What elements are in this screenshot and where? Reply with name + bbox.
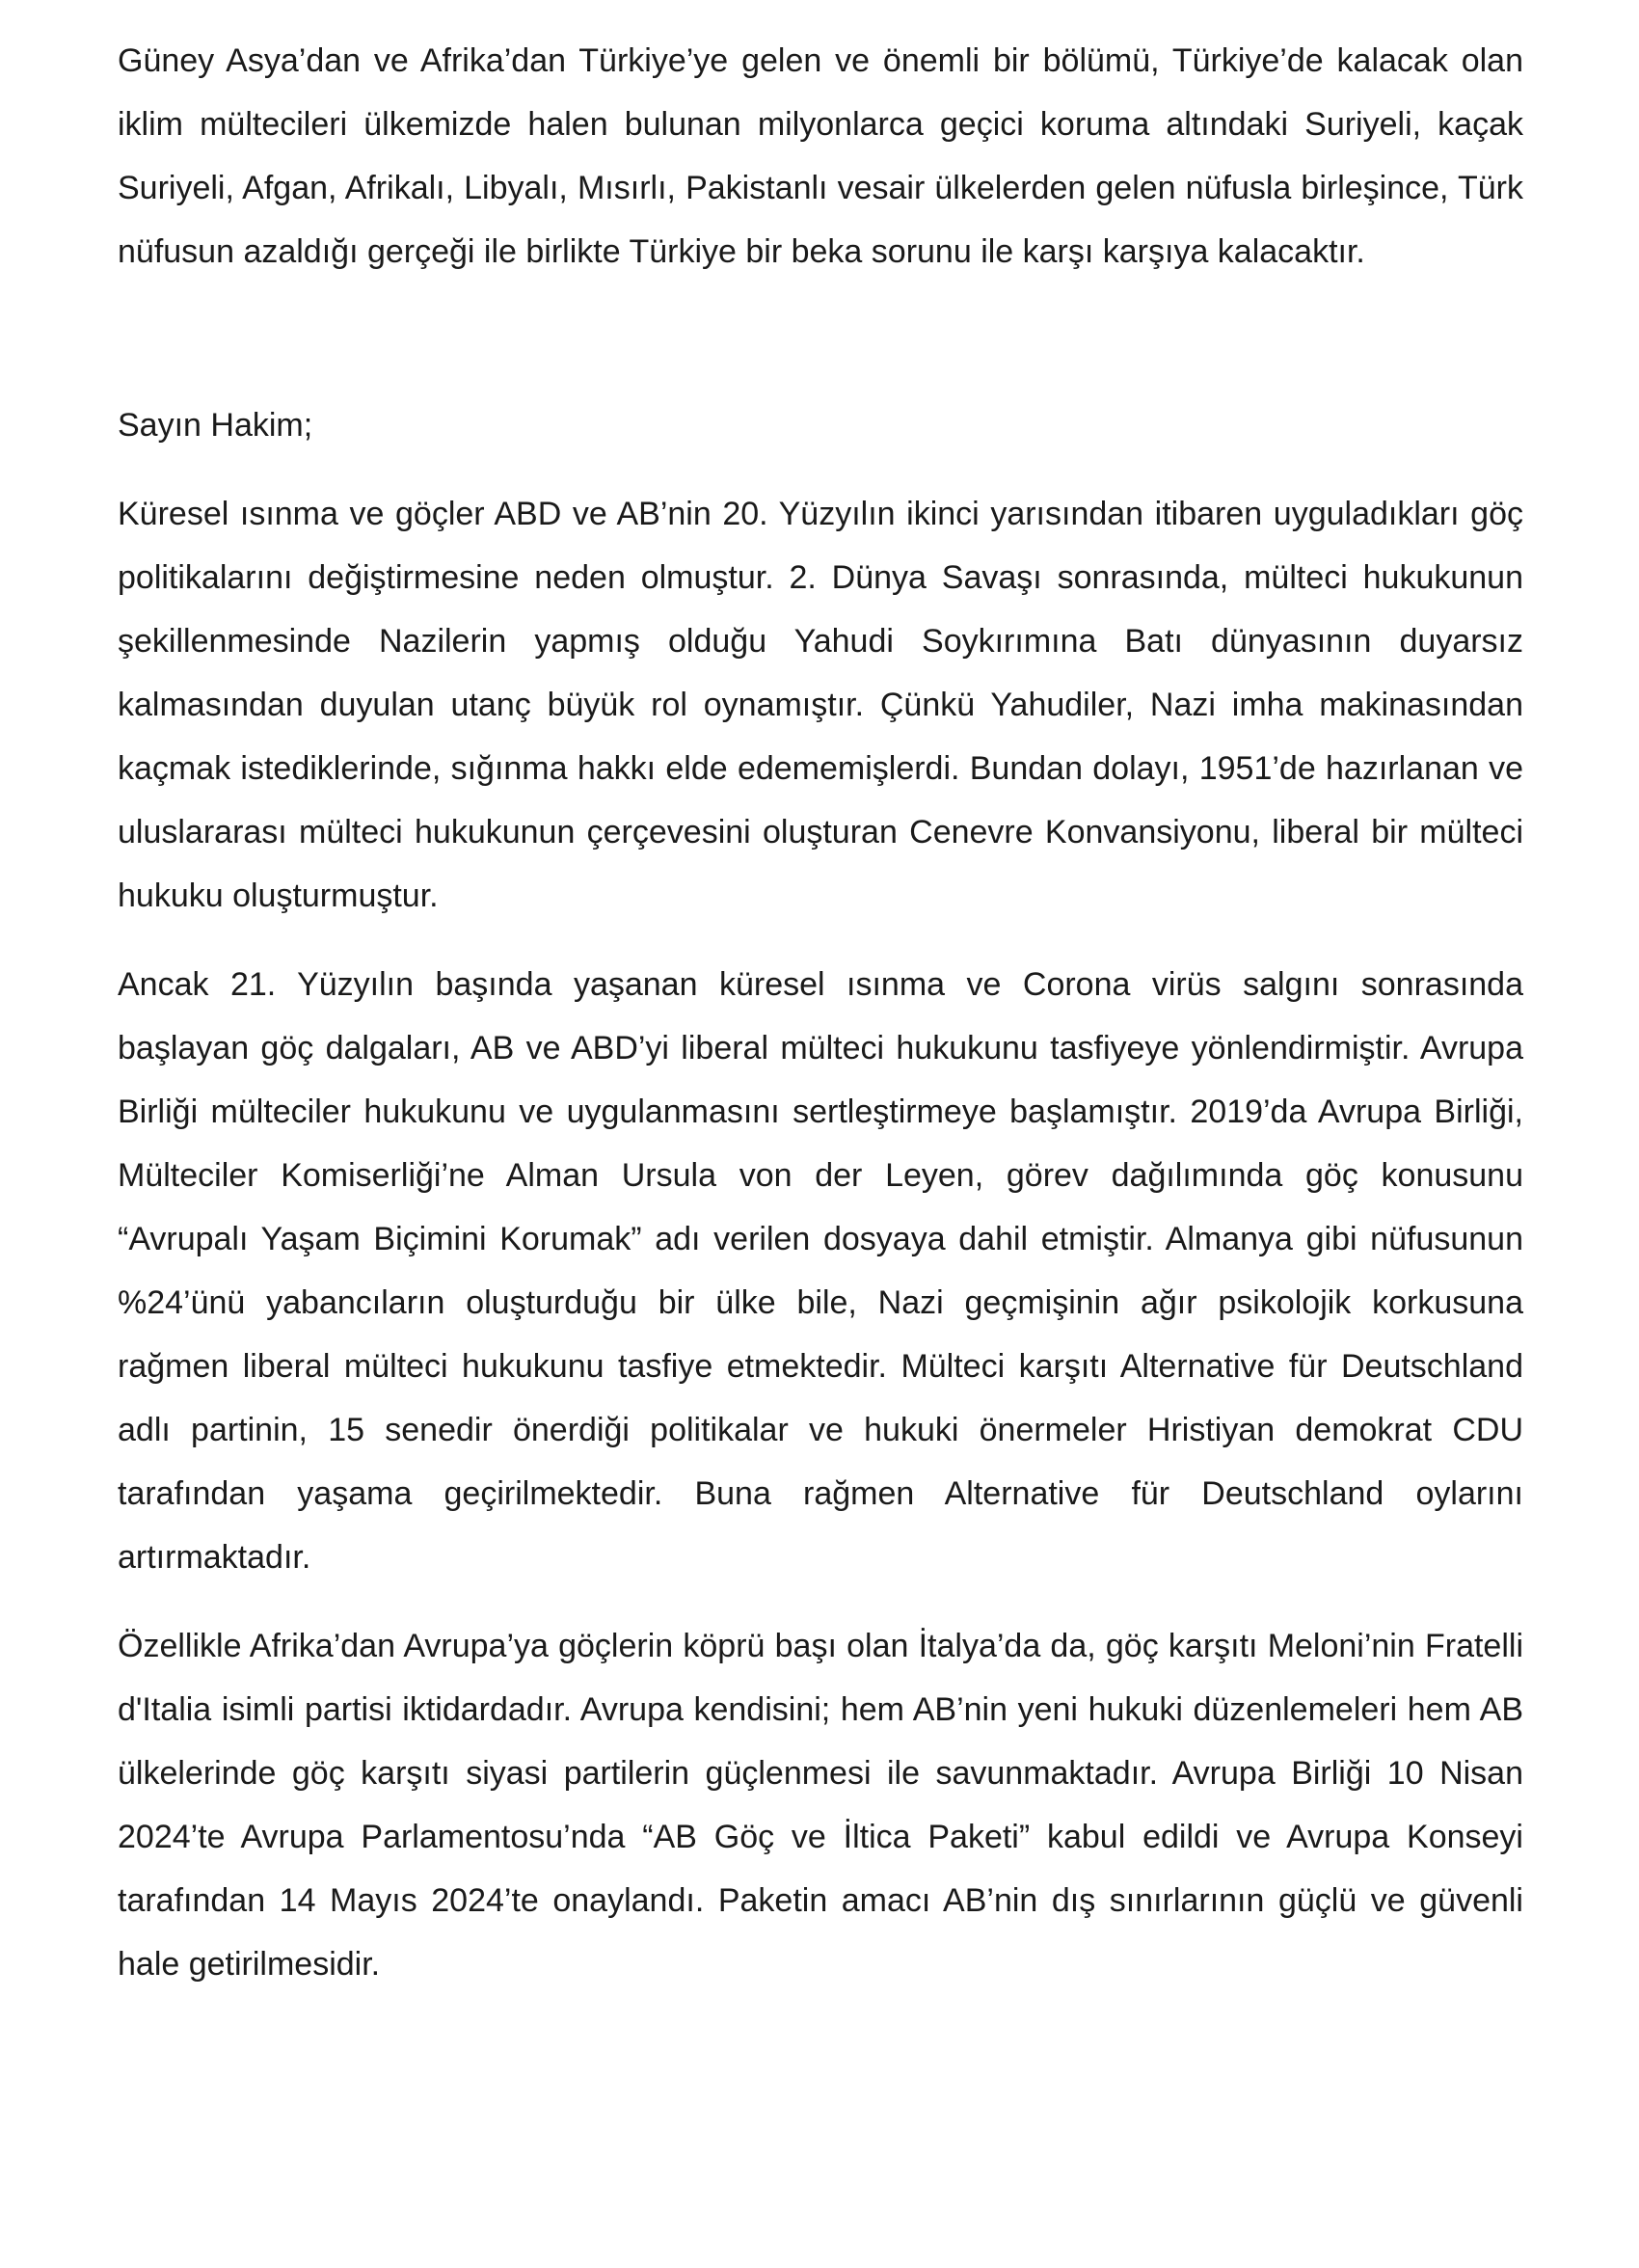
paragraph-migration-policies: Küresel ısınma ve göçler ABD ve AB’nin 20. Yüzyılın ikinci yarısından itibaren uyguladıkları göç politikalarını değiştirmesine neden olmuştur. 2. Dünya Savaşı sonrasında, mülteci hukukunun şekillenmesinde Nazilerin yapmış olduğu Yahudi Soykırımına Batı dünyasının duyarsız kalmasından duyulan utanç büyük rol oynamıştır. Çünkü Yahudiler, Nazi imha makinasından kaçmak istediklerinde, sığınma hakkı elde edememişlerdi. Bundan dolayı, 1951’de hazırlanan ve uluslararası mülteci hukukunun çerçevesini oluşturan Cenevre Konvansiyonu, liberal bir mülteci hukuku oluşturmuştur. <box>118 496 1523 914</box>
document-body <box>118 29 1523 1996</box>
paragraph-italy-migration-pact: Özellikle Afrika’dan Avrupa’ya göçlerin köprü başı olan İtalya’da da, göç karşıtı Meloni’nin Fratelli d'Italia isimli partisi iktidardadır. Avrupa kendisini; hem AB’nin yeni hukuki düzenlemeleri hem AB ülkelerinde göç karşıtı siyasi partilerin güçlenmesi ile savunmaktadır. Avrupa Birliği 10 Nisan 2024’te Avrupa Parlamentosu’nda “AB Göç ve İltica Paketi” kabul edildi ve Avrupa Konseyi tarafından 14 Mayıs 2024’te onaylandı. Paketin amacı AB’nin dış sınırlarının güçlü ve güvenli hale getirilmesidir. <box>118 1628 1523 1983</box>
paragraph-eu-refugee-law: Ancak 21. Yüzyılın başında yaşanan küresel ısınma ve Corona virüs salgını sonrasında başlayan göç dalgaları, AB ve ABD’yi liberal mülteci hukukunu tasfiyeye yönlendirmiştir. Avrupa Birliği mülteciler hukukunu ve uygulanmasını sertleştirmeye başlamıştır. 2019’da Avrupa Birliği, Mülteciler Komiserliği’ne Alman Ursula von der Leyen, görev dağılımında göç konusunu “Avrupalı Yaşam Biçimini Korumak” adı verilen dosyaya dahil etmiştir. Almanya gibi nüfusunun %24’ünü yabancıların oluşturduğu bir ülke bile, Nazi geçmişinin ağır psikolojik korkusuna rağmen liberal mülteci hukukunu tasfiye etmektedir. Mülteci karşıtı Alternative für Deutschland adlı partinin, 15 senedir önerdiği politikalar ve hukuki önermeler Hristiyan demokrat CDU tarafından yaşama geçirilmektedir. Buna rağmen Alternative für Deutschland oylarını artırmaktadır. <box>118 966 1523 1576</box>
salutation: Sayın Hakim; <box>118 407 313 444</box>
paragraph-climate-refugees: Güney Asya’dan ve Afrika’dan Türkiye’ye gelen ve önemli bir bölümü, Türkiye’de kalacak olan iklim mültecileri ülkemizde halen bulunan milyonlarca geçici koruma altındaki Suriyeli, kaçak Suriyeli, Afgan, Afrikalı, Libyalı, Mısırlı, Pakistanlı vesair ülkelerden gelen nüfusla birleşince, Türk nüfusun azaldığı gerçeği ile birlikte Türkiye bir beka sorunu ile karşı karşıya kalacaktır. <box>118 42 1523 270</box>
